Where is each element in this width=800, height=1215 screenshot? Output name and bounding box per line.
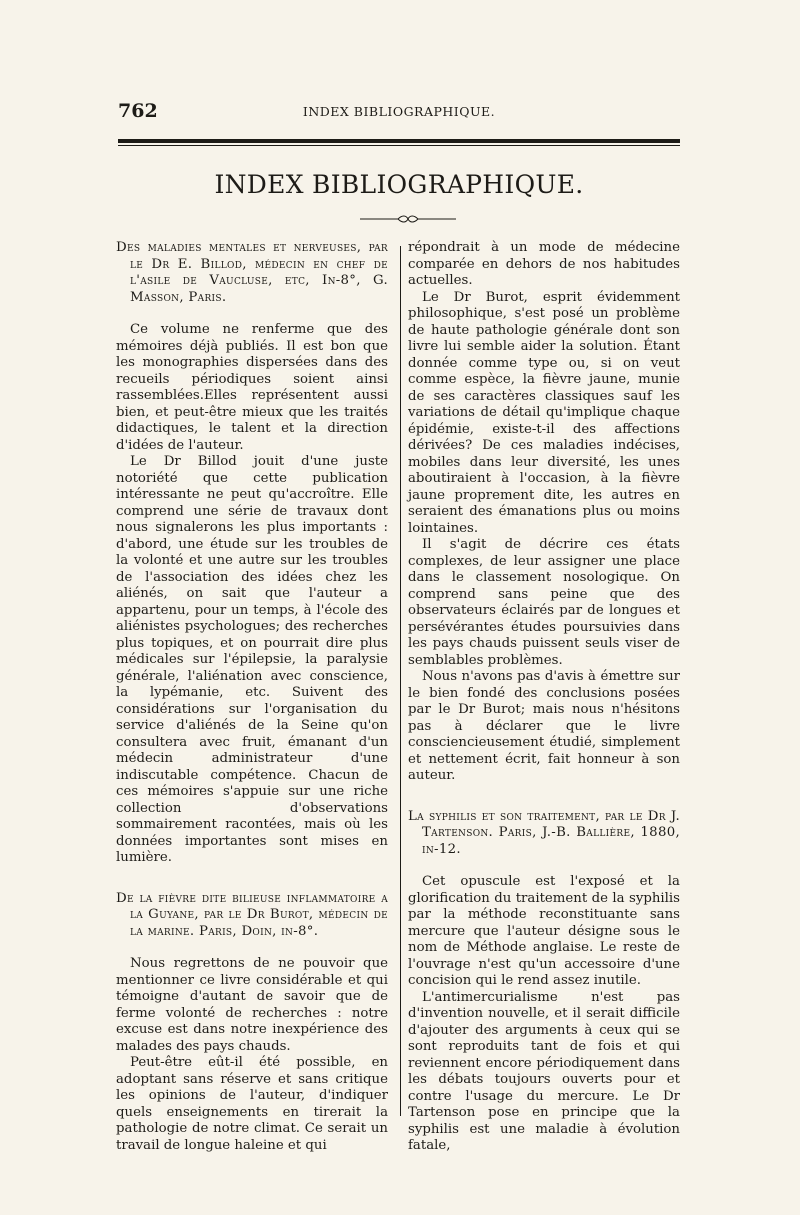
running-title: INDEX BIBLIOGRAPHIQUE.	[302, 104, 496, 119]
ornament-divider	[358, 214, 458, 224]
header-rule-thick	[118, 139, 680, 143]
left-column	[116, 240, 388, 1154]
paragraph: Nous regrettons de ne pouvoir que mentionner ce livre considérable et qui témoigne d'autant de savoir que de ferme volonté de recherches : notre excuse est dans notre inexpérience des malades des pays chauds.	[116, 956, 388, 1054]
running-head	[118, 100, 680, 124]
paragraph-continued: répondrait à un mode de médecine comparée en dehors de nos habitudes actuelles.	[408, 240, 680, 288]
paragraph: Cet opuscule est l'exposé et la glorification du traitement de la syphilis par la méthode reconstituante sans mercure que l'auteur désigne sous le nom de Méthode anglaise. Le reste de l'ouvrage n'est qu'un accessoire d'une concision qui le rend assez inutile.	[408, 874, 680, 988]
paragraph: Nous n'avons pas d'avis à émettre sur le bien fondé des conclusions posées par le Dr Burot; mais nous n'hésitons pas à déclarer que le livre consciencieusement étudié, simplement et nettement écrit, fait honneur à son auteur.	[408, 669, 680, 783]
paragraph: L'antimercurialisme n'est pas d'invention nouvelle, et il serait difficile d'ajouter des arguments à ceux qui se sont reproduits tant de fois et qui reviennent encore périodiquement dans les débats toujours ouverts pour et contre l'usage du mercure. Le Dr Tartenson pose en principe que la syphilis est une maladie à évolution fatale,	[408, 989, 680, 1153]
right-column	[408, 240, 680, 1155]
page-number: 762	[118, 100, 158, 122]
paragraph: Peut-être eût-il été possible, en adoptant sans réserve et sans critique les opinions de l'auteur, d'indiquer quels enseignements en tirerait la pathologie de notre climat. Ce serait un travail de longue haleine et qui	[116, 1055, 388, 1153]
section-title: INDEX BIBLIOGRAPHIQUE.	[214, 170, 584, 199]
paragraph: Le Dr Burot, esprit évidemment philosophique, s'est posé un problème de haute pathologie générale dont son livre lui semble aider la solution. Étant donnée comme type ou, si on veut comme espèce, la fièvre jaune, munie de ses caractères classiques sauf les variations de détail qu'implique chaque épidémie, existe-t-il des affections dérivées? De ces maladies indécises, mobiles dans leur diversité, les unes aboutiraient à l'occasion, à la fièvre jaune proprement dite, les autres en seraient des émanations plus ou moins lointaines.	[408, 289, 680, 536]
entry-title-fievre-bilieuse: De la fièvre dite bilieuse inflammatoire a la Guyane, par le Dr Burot, médecin de la marine. Paris, Doin, in-8°.	[116, 890, 388, 939]
header-rule-thin	[118, 145, 680, 146]
entry-title-syphilis: La syphilis et son traitement, par le Dr J. Tartenson. Paris, J.-B. Ballière, 1880, in-12.	[408, 808, 680, 857]
paragraph: Le Dr Billod jouit d'une juste notoriété que cette publication intéressante ne peut qu'accroître. Elle comprend une série de travaux dont nous signalerons les plus importants : d'abord, une étude sur les troubles de la volonté et une autre sur les troubles de l'association des idées chez les aliénés, on sait que l'auteur a appartenu, pour un temps, à l'école des aliénistes psychologues; des recherches plus topiques, et on pourrait dire plus médicales sur l'épilepsie, la paralysie générale, l'aliénation avec conscience, la lypémanie, etc. Suivent des considérations sur l'organisation du service d'aliénés de la Seine qu'on consultera avec fruit, émanant d'un médecin administrateur d'une indiscutable compétence. Chacun de ces mémoires s'appuie sur une riche collection d'observations sommairement racontées, mais où les données importantes sont mises en lumière.	[116, 454, 388, 865]
column-divider	[400, 246, 401, 1116]
paragraph: Ce volume ne renferme que des mémoires déjà publiés. Il est bon que les monographies dispersées dans des recueils périodiques soient ainsi rassemblées.Elles représentent aussi bien, et peut-être mieux que les traités didactiques, le talent et la direction d'idées de l'auteur.	[116, 322, 388, 453]
paragraph: Il s'agit de décrire ces états complexes, de leur assigner une place dans le classement nosologique. On comprend sans peine que des observateurs éclairés par de longues et persévérantes études poursuivies dans les pays chauds puissent seuls viser de semblables problèmes.	[408, 537, 680, 668]
entry-title-maladies-mentales: Des maladies mentales et nerveuses, par le Dr E. Billod, médecin en chef de l'asile de Vaucluse, etc, In-8°, G. Masson, Paris.	[116, 240, 388, 305]
